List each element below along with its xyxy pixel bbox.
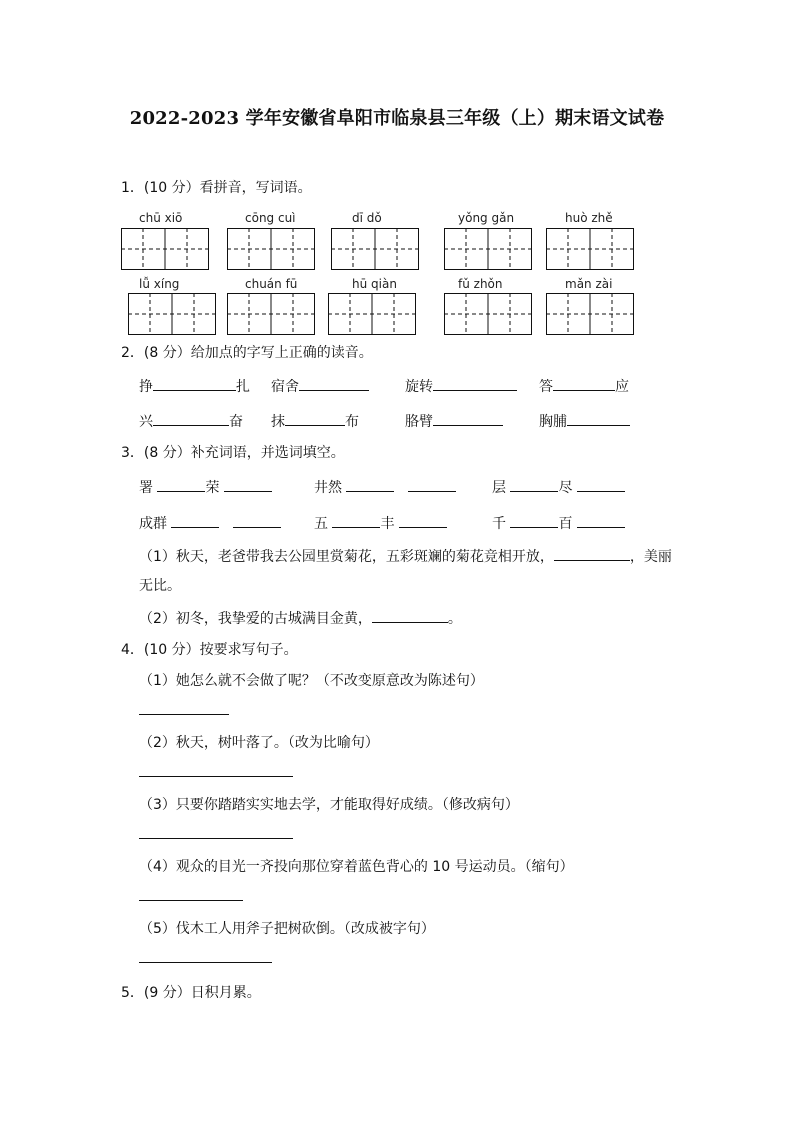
q2-word: 兴 [139,414,153,430]
q2-word: 胸脯 [539,414,567,430]
tianzige-box-9[interactable] [444,293,532,335]
question-3-label: 3．(8 分）补充词语，并选词填空。 [121,445,345,461]
q3-word: 荣 [205,480,220,496]
q3-sentence-2: （2）初冬，我挚爱的古城满目金黄， [139,611,372,627]
pinyin-7: chuán fū [245,277,298,291]
answer-blank[interactable] [157,476,205,492]
q3-word: 井然 [314,480,342,496]
answer-blank[interactable] [332,512,380,528]
q3-word: 层 [492,480,506,496]
answer-blank[interactable] [233,512,281,528]
q3-word: 成群 [139,516,167,532]
question-5-label: 5．(9 分）日积月累。 [121,985,261,1001]
tianzige-box-2[interactable] [227,228,315,270]
q2-word: 抹 [271,414,285,430]
answer-blank[interactable] [153,410,229,426]
answer-blank[interactable] [567,410,630,426]
answer-blank[interactable] [171,512,219,528]
q2-word: 宿舍 [271,379,299,395]
q4-item-4: （4）观众的目光一齐投向那位穿着蓝色背心的 10 号运动员。（缩句） [139,859,574,875]
answer-blank[interactable] [577,476,625,492]
answer-line[interactable] [139,838,293,839]
q3-word: 千 [492,516,506,532]
q2-word: 旋转 [405,379,433,395]
pinyin-6: lǚ xíng [139,277,180,291]
tianzige-box-1[interactable] [121,228,209,270]
q2-word: 扎 [236,379,250,395]
q3-word: 五 [314,516,328,532]
answer-blank[interactable] [408,476,456,492]
q3-sentence-1-end: ，美丽 [629,549,672,565]
pinyin-9: fǔ zhǒn [458,277,503,291]
q3-sentence-1-cont: 无比。 [139,578,181,594]
q2-word: 胳臂 [405,414,433,430]
tianzige-box-6[interactable] [128,293,216,335]
answer-line[interactable] [139,900,243,901]
q2-word: 奋 [229,414,243,430]
answer-blank[interactable] [399,512,447,528]
q3-word: 丰 [380,516,395,532]
q2-word: 应 [615,379,629,395]
tianzige-box-3[interactable] [331,228,419,270]
pinyin-10: mǎn zài [565,277,613,291]
pinyin-4: yǒng gǎn [458,211,515,225]
answer-blank[interactable] [153,375,236,391]
answer-blank[interactable] [224,476,272,492]
tianzige-box-8[interactable] [328,293,416,335]
answer-blank[interactable] [299,375,369,391]
answer-blank[interactable] [433,410,503,426]
answer-blank[interactable] [510,512,558,528]
q3-word: 百 [558,516,573,532]
question-2-label: 2．(8 分）给加点的字写上正确的读音。 [121,345,373,361]
answer-blank[interactable] [372,607,448,623]
pinyin-3: dī dǒ [352,211,382,225]
q4-item-1: （1）她怎么就不会做了呢？（不改变原意改为陈述句） [139,673,484,689]
tianzige-box-5[interactable] [546,228,634,270]
page-title: 2022-2023 学年安徽省阜阳市临泉县三年级（上）期末语文试卷 [129,108,665,129]
q2-word: 挣 [139,379,153,395]
q3-word: 署 [139,480,153,496]
q4-item-3: （3）只要你踏踏实实地去学，才能取得好成绩。（修改病句） [139,797,519,813]
answer-line[interactable] [139,776,293,777]
answer-blank[interactable] [510,476,558,492]
q3-sentence-2-end: 。 [447,611,462,627]
tianzige-box-10[interactable] [546,293,634,335]
pinyin-1: chū xiō [139,211,183,225]
answer-blank[interactable] [346,476,394,492]
q4-item-5: （5）伐木工人用斧子把树砍倒。（改成被字句） [139,921,435,937]
q3-sentence-1: （1）秋天，老爸带我去公园里赏菊花，五彩斑斓的菊花竞相开放， [139,549,554,565]
question-4-label: 4．(10 分）按要求写句子。 [121,642,298,658]
answer-blank[interactable] [577,512,625,528]
tianzige-box-4[interactable] [444,228,532,270]
q3-word: 尽 [558,480,573,496]
answer-blank[interactable] [553,375,615,391]
q2-word: 布 [345,414,359,430]
answer-line[interactable] [139,714,229,715]
answer-blank[interactable] [554,545,630,561]
tianzige-box-7[interactable] [227,293,315,335]
pinyin-8: hū qiàn [352,277,397,291]
answer-line[interactable] [139,962,272,963]
q2-word: 答 [539,379,553,395]
q4-item-2: （2）秋天，树叶落了。（改为比喻句） [139,735,379,751]
pinyin-5: huò zhě [565,211,613,225]
answer-blank[interactable] [285,410,345,426]
pinyin-2: cōng cuì [245,211,296,225]
question-1-label: 1．(10 分）看拼音，写词语。 [121,180,312,196]
answer-blank[interactable] [433,375,517,391]
